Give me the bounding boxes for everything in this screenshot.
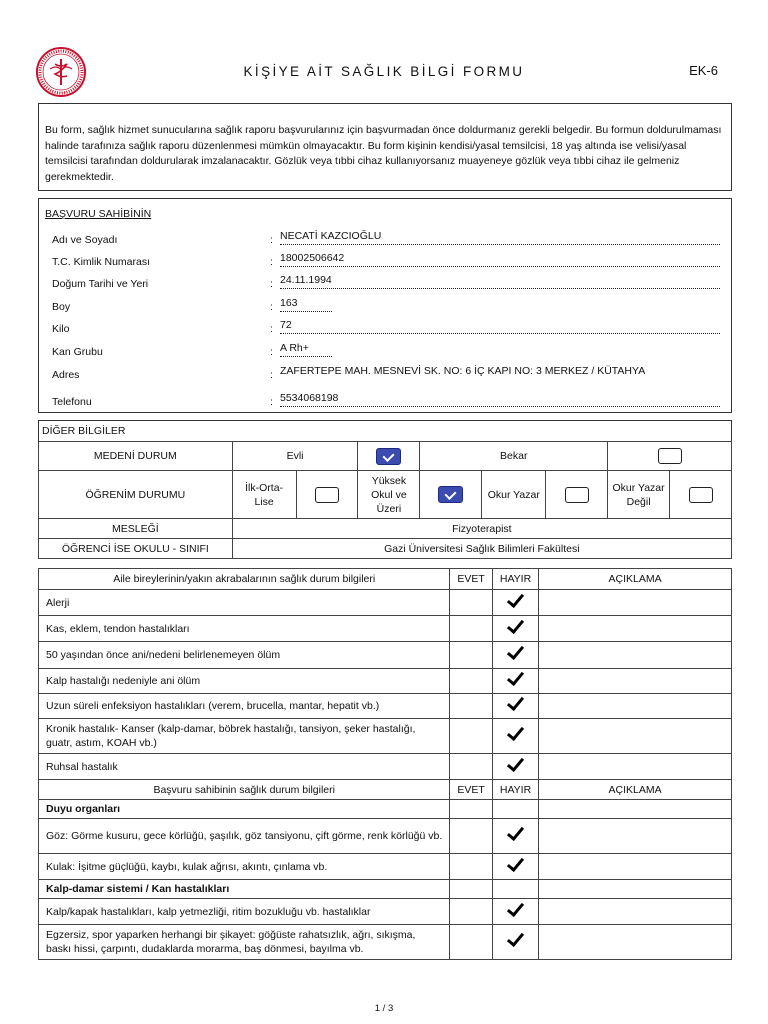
other-info-table: [38, 420, 732, 559]
check-icon: [507, 615, 524, 633]
field-height: [39, 297, 731, 317]
colon: :: [270, 396, 273, 408]
yes-cell[interactable]: [450, 694, 492, 719]
description-cell[interactable]: [539, 719, 732, 754]
row-label: Ruhsal hastalık: [39, 754, 450, 780]
field-blood-group: [39, 342, 731, 362]
yes-cell[interactable]: [450, 899, 492, 925]
field-label: Telefonu: [52, 396, 92, 408]
group-row: [39, 800, 732, 819]
no-cell: [492, 880, 538, 899]
edu-literate-checkbox-cell: [546, 471, 608, 519]
table-row: [39, 669, 732, 694]
field-weight: [39, 319, 731, 339]
field-phone: [39, 392, 731, 412]
yes-cell[interactable]: [450, 590, 492, 616]
row-label: Kalp/kapak hastalıkları, kalp yetmezliği, ritim bozukluğu vb. hastalıklar: [39, 899, 450, 925]
edu-illiterate-checkbox-cell: [670, 471, 732, 519]
no-cell[interactable]: [492, 669, 538, 694]
single-checkbox-cell: [608, 442, 732, 471]
yes-cell[interactable]: [450, 669, 492, 694]
field-value[interactable]: 24.11.1994: [280, 274, 720, 289]
job-label: MESLEĞİ: [39, 519, 233, 539]
check-icon: [507, 823, 524, 841]
description-cell[interactable]: [539, 925, 732, 960]
description-cell: [539, 880, 732, 899]
job-value[interactable]: Fizyoterapist: [232, 519, 731, 539]
colon: :: [270, 278, 273, 290]
education-label: ÖĞRENİM DURUMU: [39, 471, 233, 519]
description-cell[interactable]: [539, 694, 732, 719]
table-row: [39, 590, 732, 616]
yes-cell[interactable]: [450, 854, 492, 880]
married-label: Evli: [232, 442, 358, 471]
field-value[interactable]: NECATİ KAZCIOĞLU: [280, 230, 720, 245]
row-label: Kalp hastalığı nedeniyle ani ölüm: [39, 669, 450, 694]
edu-primary-checkbox-cell: [296, 471, 358, 519]
row-label: Uzun süreli enfeksiyon hastalıkları (verem, brucella, mantar, hepatit vb.): [39, 694, 450, 719]
col-no: HAYIR: [492, 569, 538, 590]
field-birth: [39, 274, 731, 294]
yes-cell[interactable]: [450, 925, 492, 960]
field-label: Boy: [52, 301, 71, 313]
table-row: [39, 719, 732, 754]
single-checkbox[interactable]: [658, 448, 682, 464]
field-value[interactable]: 18002506642: [280, 252, 720, 267]
edu-literate-label: Okur Yazar: [482, 471, 546, 519]
table-row: [39, 899, 732, 925]
field-value[interactable]: 163: [280, 297, 332, 312]
row-label: Kas, eklem, tendon hastalıkları: [39, 616, 450, 642]
field-value[interactable]: A Rh+: [280, 342, 332, 357]
description-cell[interactable]: [539, 854, 732, 880]
page-number: 1 / 3: [374, 1003, 394, 1014]
yes-cell[interactable]: [450, 642, 492, 669]
table-row: [39, 754, 732, 780]
col-description: AÇIKLAMA: [539, 780, 732, 800]
intro-text: Bu form, sağlık hizmet sunucularına sağlık raporu başvurularınız için başvurmadan önce doldurmanız gerekli belgedir. Bu formun doldurulmaması halinde tarafınıza sağlık raporu düzenlenmesi mümkün olmayacaktır. Bu form kişinin kendisi/yasal temsilcisi, 18 yaş altında ise velisi/yasal temsilcisi tarafından doldurularak imzalanacaktır. Gözlük veya tıbbi cihaz kullanıyorsanız muayeneye gözlük veya tıbbi cihaz ile gelmeniz gerekmektedir.: [38, 103, 732, 191]
col-no: HAYIR: [492, 780, 538, 800]
edu-primary-checkbox[interactable]: [315, 487, 339, 503]
description-cell[interactable]: [539, 819, 732, 854]
field-label: Doğum Tarihi ve Yeri: [52, 278, 149, 290]
yes-cell[interactable]: [450, 719, 492, 754]
row-label: Kronik hastalık- Kanser (kalp-damar, böbrek hastalığı, tansiyon, şeker hastalığı, guatr, astım, KOAH vb.): [39, 719, 450, 754]
colon: :: [270, 256, 273, 268]
no-cell[interactable]: [492, 719, 538, 754]
check-icon: [507, 723, 524, 741]
table-row: [39, 694, 732, 719]
field-label: Adı ve Soyadı: [52, 234, 118, 246]
check-icon: [507, 642, 524, 660]
applicant-heading: BAŞVURU SAHİBİNİN: [45, 208, 152, 220]
no-cell[interactable]: [492, 694, 538, 719]
check-icon: [507, 929, 524, 947]
no-cell[interactable]: [492, 854, 538, 880]
no-cell[interactable]: [492, 925, 538, 960]
group-title: Kalp-damar sistemi / Kan hastalıkları: [39, 880, 450, 899]
field-label: Kan Grubu: [52, 346, 103, 358]
marital-status-label: MEDENİ DURUM: [39, 442, 233, 471]
other-info-heading: DİĞER BİLGİLER: [39, 421, 732, 442]
no-cell[interactable]: [492, 616, 538, 642]
row-label: 50 yaşından önce ani/nedeni belirlenemeyen ölüm: [39, 642, 450, 669]
row-label: Kulak: İşitme güçlüğü, kaybı, kulak ağrısı, akıntı, çınlama vb.: [39, 854, 450, 880]
health-table: [38, 568, 732, 960]
row-label: Alerji: [39, 590, 450, 616]
no-cell[interactable]: [492, 642, 538, 669]
no-cell[interactable]: [492, 899, 538, 925]
edu-illiterate-checkbox[interactable]: [689, 487, 713, 503]
description-cell[interactable]: [539, 590, 732, 616]
check-icon: [507, 693, 524, 711]
field-value[interactable]: 72: [280, 319, 720, 334]
married-checkbox[interactable]: [376, 448, 401, 465]
school-label: ÖĞRENCİ İSE OKULU - SINIFI: [39, 539, 233, 559]
description-cell: [539, 800, 732, 819]
table-row: [39, 925, 732, 960]
field-address: [39, 365, 731, 385]
description-cell[interactable]: [539, 669, 732, 694]
school-value[interactable]: Gazi Üniversitesi Sağlık Bilimleri Fakültesi: [232, 539, 731, 559]
description-cell[interactable]: [539, 642, 732, 669]
edu-primary-label: İlk-Orta- Lise: [232, 471, 296, 519]
yes-cell: [450, 800, 492, 819]
description-cell[interactable]: [539, 754, 732, 780]
colon: :: [270, 369, 273, 381]
col-yes: EVET: [450, 780, 492, 800]
field-label: Kilo: [52, 323, 70, 335]
group-row: [39, 880, 732, 899]
description-cell[interactable]: [539, 899, 732, 925]
group-title: Duyu organları: [39, 800, 450, 819]
yes-cell[interactable]: [450, 819, 492, 854]
married-checkbox-cell: [358, 442, 420, 471]
check-icon: [507, 853, 524, 871]
form-code: EK-6: [689, 63, 718, 78]
no-cell: [492, 800, 538, 819]
table-row: [39, 616, 732, 642]
no-cell[interactable]: [492, 754, 538, 780]
field-value[interactable]: 5534068198: [280, 392, 720, 407]
description-cell[interactable]: [539, 616, 732, 642]
family-health-header: Aile bireylerinin/yakın akrabalarının sağlık durum bilgileri: [39, 569, 450, 590]
yes-cell[interactable]: [450, 754, 492, 780]
field-label: T.C. Kimlik Numarası: [52, 256, 151, 268]
edu-higher-checkbox-cell: [420, 471, 482, 519]
row-label: Egzersiz, spor yaparken herhangi bir şikayet: göğüste rahatsızlık, ağrı, sıkışma, baskı hissi, çarpıntı, dudaklarda morarma, baş dönmesi, bayılma vb.: [39, 925, 450, 960]
table-row: [39, 819, 732, 854]
col-description: AÇIKLAMA: [539, 569, 732, 590]
self-health-header: Başvuru sahibinin sağlık durum bilgileri: [39, 780, 450, 800]
colon: :: [270, 346, 273, 358]
edu-illiterate-label: Okur Yazar Değil: [608, 471, 670, 519]
colon: :: [270, 301, 273, 313]
check-icon: [507, 898, 524, 916]
row-label: Göz: Görme kusuru, gece körlüğü, şaşılık, göz tansiyonu, çift görme, renk körlüğü vb.: [39, 819, 450, 854]
applicant-section: [38, 198, 732, 413]
field-tc-number: [39, 252, 731, 272]
table-row: [39, 642, 732, 669]
edu-higher-label: Yüksek Okul ve Üzeri: [358, 471, 420, 519]
field-label: Adres: [52, 369, 80, 381]
single-label: Bekar: [420, 442, 608, 471]
col-yes: EVET: [450, 569, 492, 590]
form-title: KİŞİYE AİT SAĞLIK BİLGİ FORMU: [243, 64, 525, 79]
colon: :: [270, 234, 273, 246]
table-row: [39, 854, 732, 880]
field-value[interactable]: ZAFERTEPE MAH. MESNEVİ SK. NO: 6 İÇ KAPI NO: 3 MERKEZ / KÜTAHYA: [280, 365, 646, 377]
edu-higher-checkbox[interactable]: [438, 486, 463, 503]
edu-literate-checkbox[interactable]: [565, 487, 589, 503]
no-cell[interactable]: [492, 819, 538, 854]
colon: :: [270, 323, 273, 335]
field-name: [39, 230, 731, 250]
check-icon: [507, 668, 524, 686]
yes-cell: [450, 880, 492, 899]
yes-cell[interactable]: [450, 616, 492, 642]
check-icon: [507, 753, 524, 771]
no-cell[interactable]: [492, 590, 538, 616]
check-icon: [507, 589, 524, 607]
